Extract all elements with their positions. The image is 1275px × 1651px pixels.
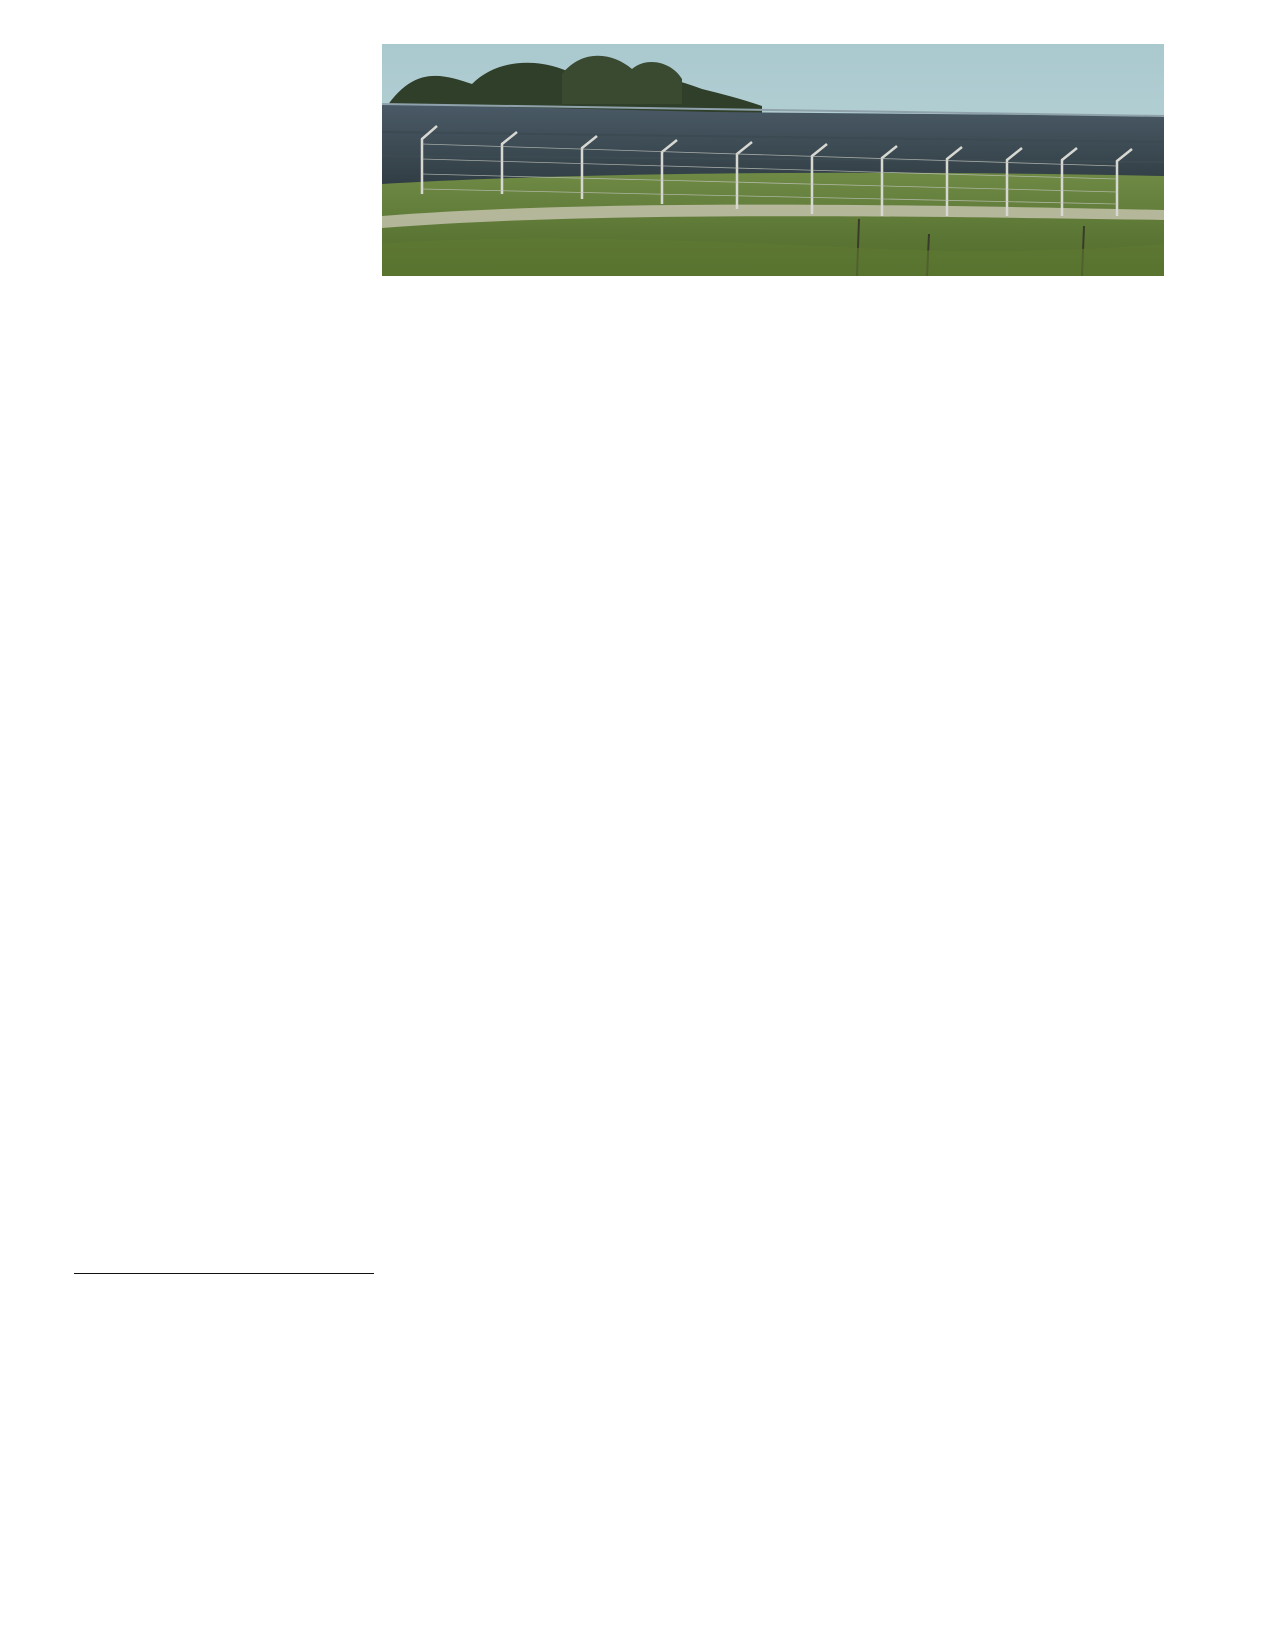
footnote-separator [74,1273,374,1274]
solar-farm-image [382,44,1164,276]
solar-farm-photo [382,44,1164,276]
page-footer [0,1584,1275,1608]
body-column [378,46,1168,298]
